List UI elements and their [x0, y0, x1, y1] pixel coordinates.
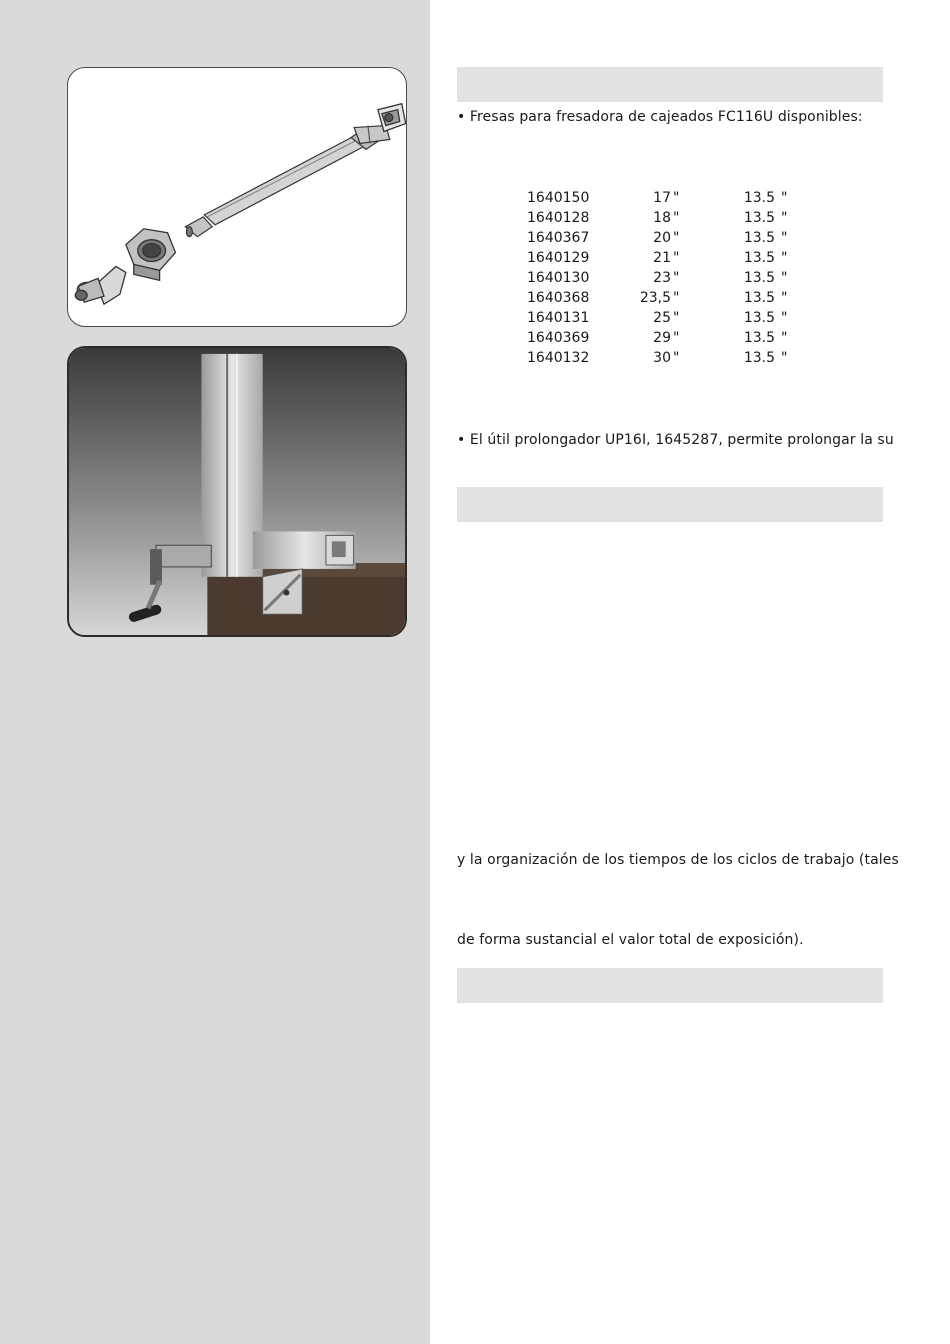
table-row [527, 349, 827, 369]
table-row [527, 269, 827, 289]
ditto-mark: " [781, 190, 788, 206]
cutter-length: 13.5 [743, 270, 775, 286]
table-row [527, 289, 827, 309]
cutter-length: 13.5 [743, 250, 775, 266]
table-row [527, 329, 827, 349]
ditto-mark: " [781, 270, 788, 286]
cutter-code: 1640367 [527, 230, 590, 246]
ditto-mark: " [673, 250, 680, 266]
left-column [0, 0, 430, 1344]
table-row [527, 249, 827, 269]
cutter-diameter: 23 [653, 270, 671, 286]
clamp-photo-figure [67, 346, 407, 637]
cutter-diameter: 25 [653, 310, 671, 326]
cutter-code: 1640368 [527, 290, 590, 306]
ditto-mark: " [781, 250, 788, 266]
cutters-intro-text: • Fresas para fresadora de cajeados FC116U disponibles: [457, 109, 863, 125]
cutter-code: 1640131 [527, 310, 590, 326]
exposure-text-line-1: y la organización de los tiempos de los ciclos de trabajo (tales [457, 852, 899, 868]
ditto-mark: " [673, 270, 680, 286]
cutter-length: 13.5 [743, 330, 775, 346]
ditto-mark: " [781, 350, 788, 366]
ditto-mark: " [673, 190, 680, 206]
ditto-mark: " [781, 290, 788, 306]
cutter-diameter: 29 [653, 330, 671, 346]
ditto-mark: " [673, 210, 680, 226]
cutter-diameter: 23,5 [639, 290, 671, 306]
cutter-code: 1640150 [527, 190, 590, 206]
cutter-code: 1640132 [527, 350, 590, 366]
ditto-mark: " [673, 230, 680, 246]
ditto-mark: " [781, 210, 788, 226]
ditto-mark: " [781, 330, 788, 346]
ditto-mark: " [781, 230, 788, 246]
table-row [527, 189, 827, 209]
cutter-diameter: 17 [653, 190, 671, 206]
ditto-mark: " [673, 310, 680, 326]
cutter-parts-icon [68, 68, 406, 326]
cutter-parts-figure [67, 67, 407, 327]
cutter-length: 13.5 [743, 190, 775, 206]
cutter-diameter: 20 [653, 230, 671, 246]
cutter-diameter: 30 [653, 350, 671, 366]
cutter-table [527, 189, 827, 369]
cutter-code: 1640129 [527, 250, 590, 266]
ditto-mark: " [781, 310, 788, 326]
cutter-code: 1640130 [527, 270, 590, 286]
ditto-mark: " [673, 330, 680, 346]
clamp-frame-icon [69, 348, 405, 635]
cutter-length: 13.5 [743, 290, 775, 306]
section-header-bar [457, 968, 883, 1003]
exposure-text-line-2: de forma sustancial el valor total de exposición). [457, 932, 804, 948]
cutter-length: 13.5 [743, 210, 775, 226]
table-row [527, 309, 827, 329]
cutter-length: 13.5 [743, 230, 775, 246]
cutter-code: 1640128 [527, 210, 590, 226]
cutter-length: 13.5 [743, 310, 775, 326]
cutter-diameter: 21 [653, 250, 671, 266]
ditto-mark: " [673, 350, 680, 366]
table-row [527, 229, 827, 249]
ditto-mark: " [673, 290, 680, 306]
cutter-code: 1640369 [527, 330, 590, 346]
section-header-bar [457, 487, 883, 522]
table-row [527, 209, 827, 229]
cutter-length: 13.5 [743, 350, 775, 366]
cutter-diameter: 18 [653, 210, 671, 226]
section-header-bar [457, 67, 883, 102]
extension-tool-text: • El útil prolongador UP16I, 1645287, permite prolongar la su [457, 432, 894, 448]
